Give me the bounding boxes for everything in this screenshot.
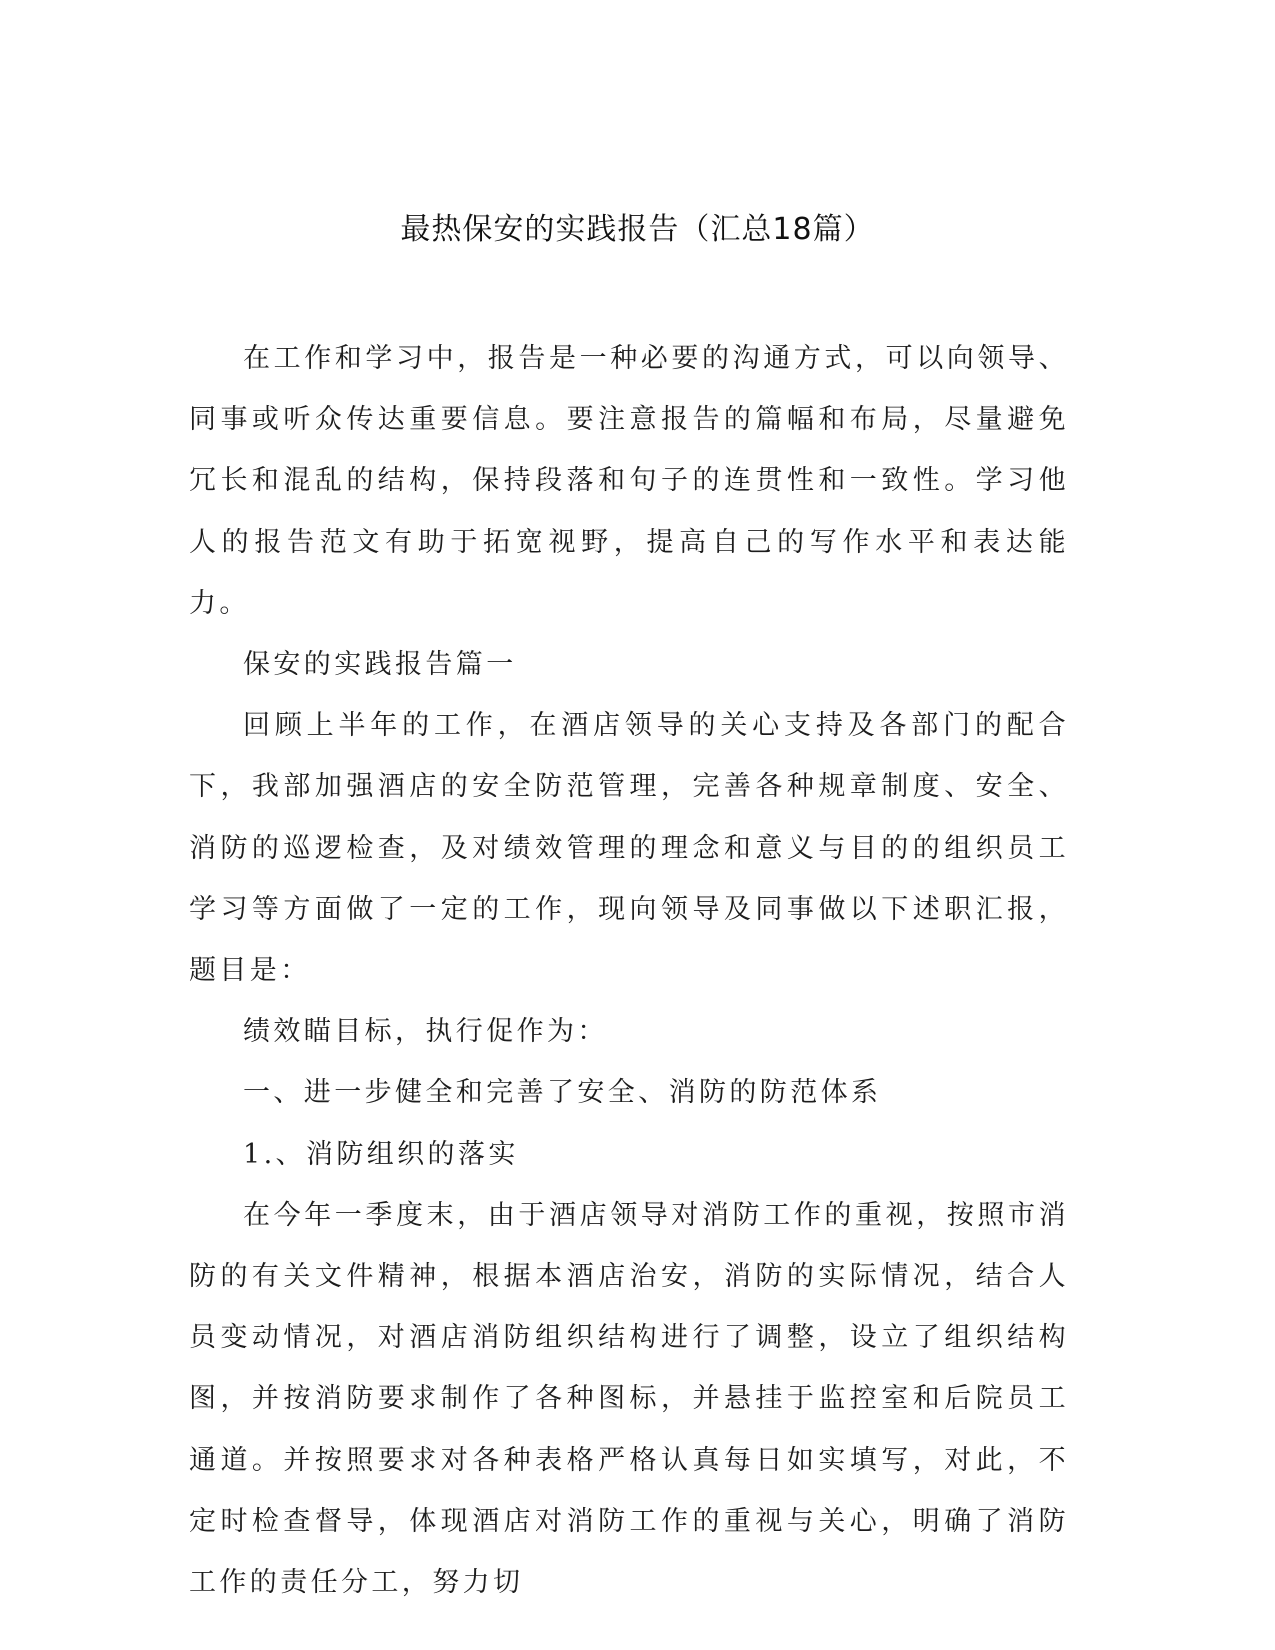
document-body <box>189 328 1069 1613</box>
document-title: 最热保安的实践报告（汇总18篇） <box>400 212 875 247</box>
paragraph: 回顾上半年的工作，在酒店领导的关心支持及各部门的配合下，我部加强酒店的安全防范管理，完善各种规章制度、安全、消防的巡逻检查，及对绩效管理的理念和意义与目的的组织员工学习等方面做了一定的工作，现向领导及同事做以下述职汇报，题目是： <box>189 710 1069 987</box>
subtitle-line: 绩效瞄目标，执行促作为： <box>243 1016 608 1048</box>
paragraph: 在今年一季度末，由于酒店领导对消防工作的重视，按照市消防的有关文件精神，根据本酒店治安，消防的实际情况，结合人员变动情况，对酒店消防组织结构进行了调整，设立了组织结构图，并按消防要求制作了各种图标，并悬挂于监控室和后院员工通道。并按照要求对各种表格严格认真每日如实填写，对此，不定时检查督导，体现酒店对消防工作的重视与关心，明确了消防工作的责任分工，努力切 <box>189 1199 1069 1599</box>
subsection-heading: 1.、消防组织的落实 <box>243 1138 519 1170</box>
section-heading: 保安的实践报告篇一 <box>243 649 517 681</box>
paragraph-intro: 在工作和学习中，报告是一种必要的沟通方式，可以向领导、同事或听众传达重要信息。要注意报告的篇幅和布局，尽量避免冗长和混乱的结构，保持段落和句子的连贯性和一致性。学习他人的报告范文有助于拓宽视野，提高自己的写作水平和表达能力。 <box>189 343 1069 619</box>
section-heading-1: 一、进一步健全和完善了安全、消防的防范体系 <box>243 1077 882 1109</box>
